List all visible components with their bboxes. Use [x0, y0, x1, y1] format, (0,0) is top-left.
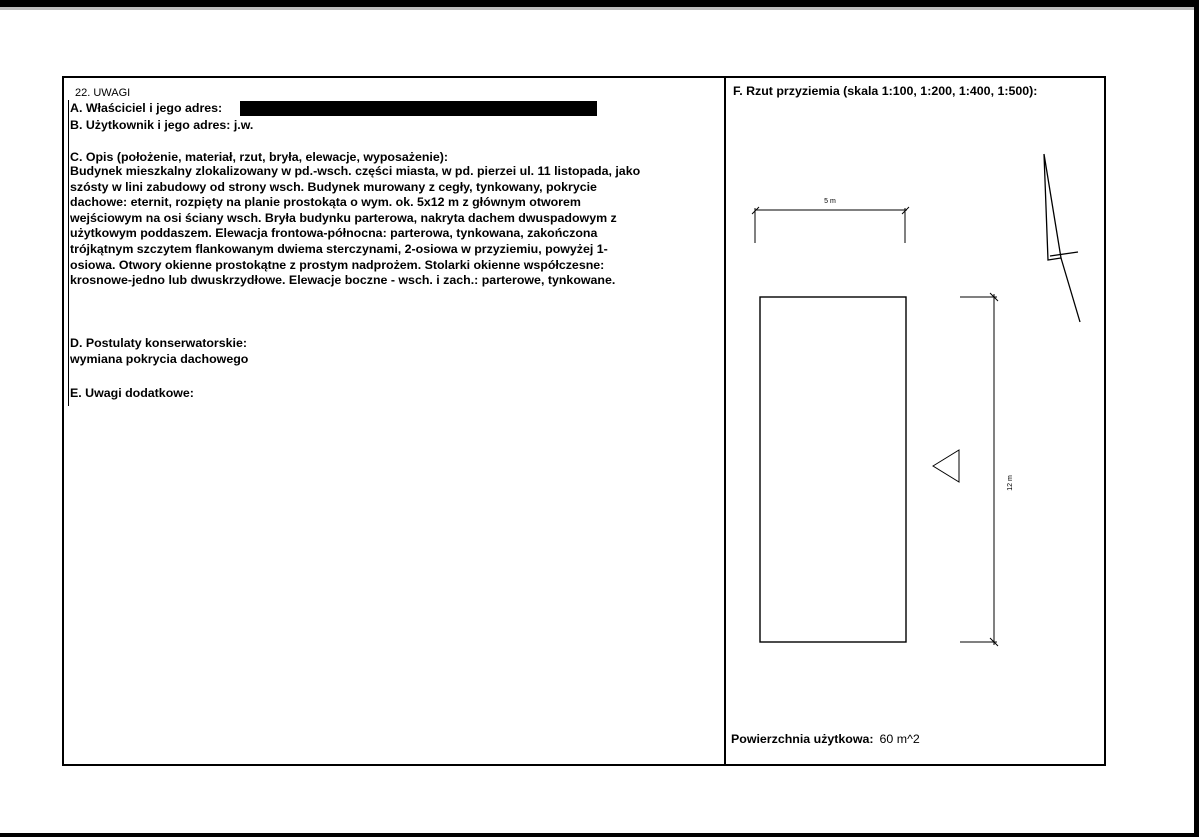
- description-line: szósty w lini zabudowy od strony wsch. Budynek murowany z cegły, tynkowany, pokrycie: [70, 179, 597, 194]
- usable-area-value: 60 m^2: [879, 732, 920, 746]
- scan-edge-top: [0, 0, 1199, 7]
- floor-plan-drawing: [726, 140, 1100, 660]
- conservation-heading: D. Postulaty konserwatorskie:: [70, 336, 247, 350]
- conservation-text: wymiana pokrycia dachowego: [70, 352, 249, 366]
- width-dimension: [752, 207, 909, 243]
- user-label: B. Użytkownik i jego adres: j.w.: [70, 118, 254, 132]
- usable-area-label: Powierzchnia użytkowa:: [731, 732, 874, 746]
- width-dimension-label: 5 m: [824, 198, 836, 205]
- description-line: osiowa. Otwory okienne prostokątne z prostym nadprożem. Stolarki okienne współczesne:: [70, 257, 605, 272]
- description-line: Budynek mieszkalny zlokalizowany w pd.-wsch. części miasta, w pd. pierzei ul. 11 listopada, jako: [70, 164, 641, 178]
- description-line: trójkątnym szczytem flankowanym dwiema sterczynami, 2-osiowa w przyziemiu, powyżej 1-: [70, 241, 608, 256]
- description-line: krosnowe-jedno lub dwuskrzydłowe. Elewacje boczne - wsch. i zach.: parterowe, tynkowane.: [70, 273, 616, 288]
- owner-label: A. Właściciel i jego adres:: [70, 101, 223, 115]
- scan-edge-right: [1194, 0, 1199, 837]
- length-dimension-label: 12 m: [1007, 475, 1014, 491]
- section-title: 22. UWAGI: [75, 87, 131, 99]
- additional-notes-heading: E. Uwagi dodatkowe:: [70, 386, 194, 400]
- entrance-triangle-icon: [933, 450, 959, 482]
- description-text: [70, 164, 640, 289]
- length-dimension: [960, 293, 998, 646]
- description-line: użytkowym poddaszem. Elewacja frontowa-północna: parterowa, tynkowana, zakończona: [70, 226, 598, 241]
- scan-edge-bottom: [0, 833, 1199, 837]
- floor-plan-title: F. Rzut przyziemia (skala 1:100, 1:200, 1:400, 1:500):: [733, 84, 1038, 98]
- scan-edge-shadow: [0, 7, 1199, 10]
- usable-area: [731, 732, 920, 746]
- left-margin-line: [68, 100, 69, 406]
- redaction-bar: [240, 101, 597, 116]
- building-outline: [760, 297, 906, 642]
- description-line: dachowe: eternit, rozpięty na planie prostokąta o wym. ok. 5x12 m z głównym otworem: [70, 195, 581, 210]
- description-heading: C. Opis (położenie, materiał, rzut, bryła, elewacje, wyposażenie):: [70, 150, 449, 164]
- description-line: wejściowym na osi ściany wsch. Bryła budynku parterowa, nakryta dachem dwuspadowym z: [70, 210, 617, 225]
- north-arrow-icon: [1044, 154, 1080, 322]
